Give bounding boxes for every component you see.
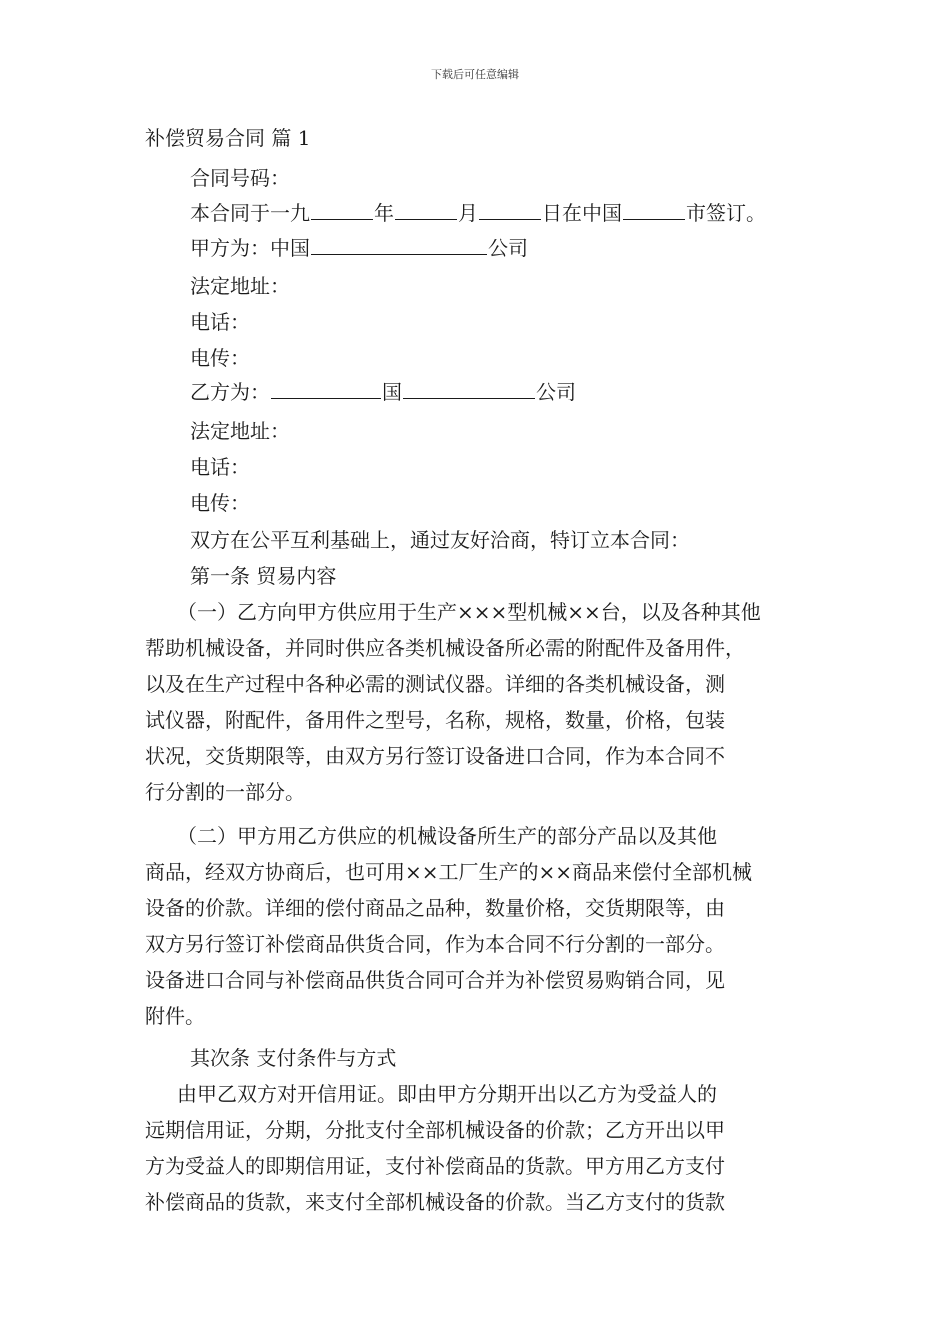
- para1-line: （一）乙方向甲方供应用于生产×××型机械××台，以及各种其他: [177, 600, 761, 624]
- city-blank: [623, 199, 685, 220]
- year-label: 年: [374, 201, 394, 225]
- paragraph-trade-content-1: [145, 594, 813, 810]
- party-b-telex-line: [190, 489, 250, 517]
- party-a-telex-line: [190, 344, 250, 372]
- document-title: 补偿贸易合同 篇 1: [145, 126, 311, 150]
- party-a-address-line: [190, 272, 290, 300]
- para2-line: 设备的价款。详细的偿付商品之品种，数量价格，交货期限等，由: [145, 896, 725, 920]
- party-b-country-blank: [271, 378, 381, 399]
- para1-line: 状况，交货期限等，由双方另行签订设备进口合同，作为本合同不: [145, 744, 725, 768]
- signing-prefix: 本合同于一九: [190, 201, 310, 225]
- para1-line: 帮助机械设备，并同时供应各类机械设备所必需的附配件及备用件，: [145, 636, 745, 660]
- para1-line: 试仪器，附配件，备用件之型号，名称，规格，数量，价格，包装: [145, 708, 725, 732]
- article-2-heading: [190, 1044, 396, 1072]
- para3-line: 由甲乙双方对开信用证。即由甲方分期开出以乙方为受益人的: [177, 1082, 717, 1106]
- party-a-telex-label: 电传：: [190, 346, 250, 370]
- paragraph-trade-content-2: [145, 818, 813, 1034]
- day-blank: [479, 199, 541, 220]
- year-blank: [311, 199, 373, 220]
- party-b-suffix: 公司: [536, 380, 576, 404]
- party-a-suffix: 公司: [488, 236, 528, 260]
- party-b-address-label: 法定地址：: [190, 419, 290, 443]
- party-b-phone-label: 电话：: [190, 455, 250, 479]
- para2-line: 设备进口合同与补偿商品供货合同可合并为补偿贸易购销合同，见: [145, 968, 725, 992]
- article-2-title: 其次条 支付条件与方式: [190, 1046, 397, 1070]
- party-b-company-blank: [403, 378, 535, 399]
- para1-line: 行分割的一部分。: [145, 780, 305, 804]
- month-label: 月: [458, 201, 478, 225]
- party-b-prefix: 乙方为：: [190, 380, 270, 404]
- para1-line: 以及在生产过程中各种必需的测试仪器。详细的各类机械设备，测: [145, 672, 725, 696]
- city-label: 市签订。: [686, 201, 766, 225]
- party-a-prefix: 甲方为：中国: [190, 236, 310, 260]
- party-b-telex-label: 电传：: [190, 491, 250, 515]
- contract-number-line: [190, 164, 290, 192]
- party-b-address-line: [190, 417, 290, 445]
- party-a-phone-line: [190, 308, 250, 336]
- party-b-country-label: 国: [382, 380, 402, 404]
- party-a-blank: [311, 234, 487, 255]
- para2-line: 双方另行签订补偿商品供货合同，作为本合同不行分割的一部分。: [145, 932, 725, 956]
- para2-line: （二）甲方用乙方供应的机械设备所生产的部分产品以及其他: [177, 824, 717, 848]
- article-1-heading: [190, 562, 336, 590]
- article-1-title: 第一条 贸易内容: [190, 564, 337, 588]
- day-label: 日在中国: [542, 201, 622, 225]
- header-note: 下载后可任意编辑: [431, 68, 519, 81]
- para3-line: 远期信用证，分期，分批支付全部机械设备的价款；乙方开出以甲: [145, 1118, 725, 1142]
- para3-line: 方为受益人的即期信用证，支付补偿商品的货款。甲方用乙方支付: [145, 1154, 725, 1178]
- contract-number-label: 合同号码：: [190, 166, 290, 190]
- para3-line: 补偿商品的货款，来支付全部机械设备的价款。当乙方支付的货款: [145, 1190, 725, 1214]
- month-blank: [395, 199, 457, 220]
- party-a-phone-label: 电话：: [190, 310, 250, 334]
- party-a-line: [190, 234, 528, 262]
- intro-text: 双方在公平互利基础上，通过友好洽商，特订立本合同：: [190, 528, 690, 552]
- party-b-line: [190, 378, 576, 406]
- party-b-phone-line: [190, 453, 250, 481]
- paragraph-payment-terms: [145, 1076, 813, 1220]
- para2-line: 商品，经双方协商后，也可用××工厂生产的××商品来偿付全部机械: [145, 860, 753, 884]
- intro-line: [190, 526, 690, 554]
- signing-date-line: [190, 199, 766, 227]
- para2-line: 附件。: [145, 1004, 205, 1028]
- party-a-address-label: 法定地址：: [190, 274, 290, 298]
